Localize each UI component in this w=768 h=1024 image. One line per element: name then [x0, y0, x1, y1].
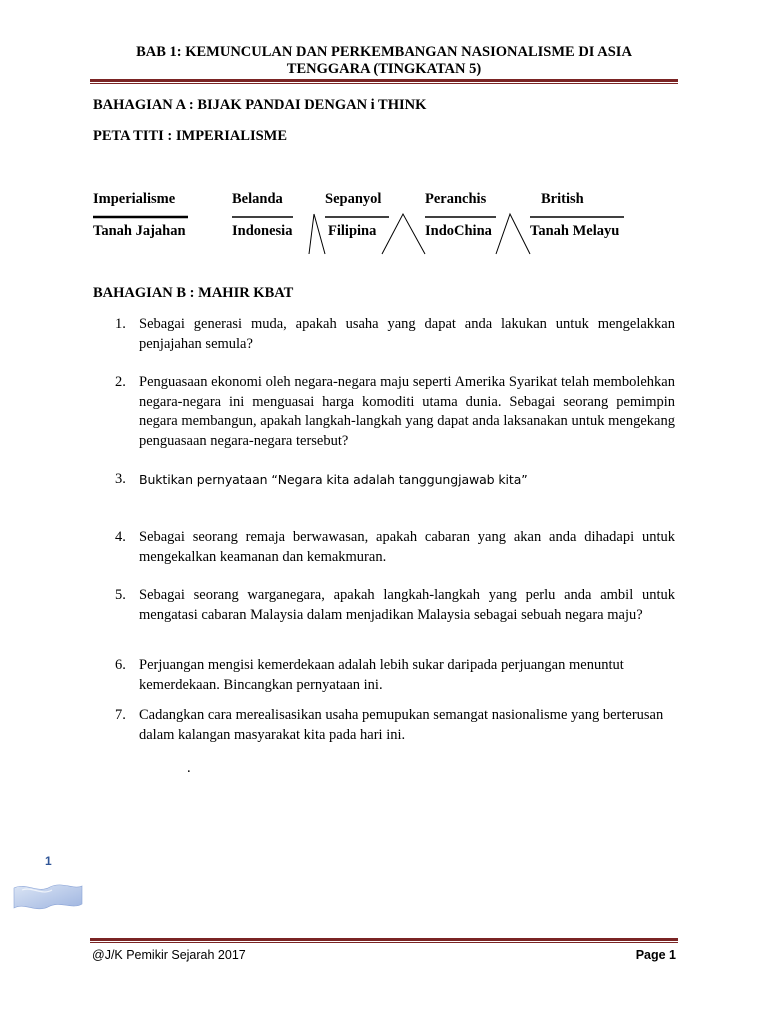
question-text: Cadangkan cara merealisasikan usaha pemupukan semangat nasionalisme yang berterusan dalam kalangan masyarakat kita pada hari ini.: [139, 707, 664, 743]
question-number: 4.: [115, 529, 126, 545]
question-number: 7.: [115, 707, 126, 723]
section-b-heading: BAHAGIAN B : MAHIR KBAT: [93, 285, 294, 301]
bridge-pair-2-top: Sepanyol: [325, 191, 382, 207]
question-number: 2.: [115, 374, 126, 390]
section-a-heading: BAHAGIAN A : BIJAK PANDAI DENGAN i THINK: [93, 97, 427, 113]
question-number: 3.: [115, 471, 126, 487]
bridge-pair-4-bottom: Tanah Melayu: [530, 223, 620, 239]
bridge-pair-3-top: Peranchis: [425, 191, 487, 207]
relating-factor-top: Imperialisme: [93, 191, 176, 207]
question-text: Sebagai generasi muda, apakah usaha yang dapat anda lakukan untuk mengelakkan penjajahan semula?: [139, 316, 675, 352]
question-text: Sebagai seorang remaja berwawasan, apakah cabaran yang akan anda dihadapi untuk mengekalkan keamanan dan kemakmuran.: [139, 529, 675, 565]
question-text: Buktikan pernyataan “Negara kita adalah tanggungjawab kita”: [139, 472, 528, 487]
bridge-pair-4-top: British: [541, 191, 584, 207]
bridge-as-connector-1: [309, 214, 325, 254]
footer-rule: [90, 938, 678, 941]
bridge-pair-1-top: Belanda: [232, 191, 283, 207]
trailing-mark: .: [187, 760, 191, 776]
question-number: 6.: [115, 657, 126, 673]
bridge-as-connector-3: [496, 214, 530, 254]
header-title-line-1: BAB 1: KEMUNCULAN DAN PERKEMBANGAN NASIONALISME DI ASIA: [136, 44, 632, 60]
page-marker-number: 1: [45, 854, 52, 868]
question-text: Sebagai seorang warganegara, apakah langkah-langkah yang perlu anda ambil untuk mengatasi cabaran Malaysia dalam menjadikan Malaysia sebagai sebuah negara maju?: [139, 587, 675, 623]
bridge-as-connector-2: [382, 214, 425, 254]
relating-factor-bottom: Tanah Jajahan: [93, 223, 186, 239]
bridge-pair-3-bottom: IndoChina: [425, 223, 492, 239]
question-text: Penguasaan ekonomi oleh negara-negara maju seperti Amerika Syarikat telah membolehkan negara-negara ini menguasai harga komoditi utama dunia. Sebagai seorang pemimpin negara membangun, apakah langkah-langkah yang dapat anda laksanakan untuk mengekang penguasaan negara-negara tersebut?: [139, 374, 675, 449]
question-text: Perjuangan mengisi kemerdekaan adalah lebih sukar daripada perjuangan menuntut kemerdekaan. Bincangkan pernyataan ini.: [139, 657, 624, 693]
footer-credit: @J/K Pemikir Sejarah 2017: [92, 948, 246, 962]
bridge-map-title: PETA TITI : IMPERIALISME: [93, 128, 288, 144]
bridge-map-lines: [0, 0, 768, 260]
bridge-pair-1-bottom: Indonesia: [232, 223, 293, 239]
header-title-line-2: TENGGARA (TINGKATAN 5): [286, 61, 482, 77]
question-number: 1.: [115, 316, 126, 332]
page-marker-ribbon-icon: [12, 882, 84, 912]
question-number: 5.: [115, 587, 126, 603]
bridge-pair-2-bottom: Filipina: [328, 223, 377, 239]
footer-page-number: Page 1: [635, 948, 676, 962]
